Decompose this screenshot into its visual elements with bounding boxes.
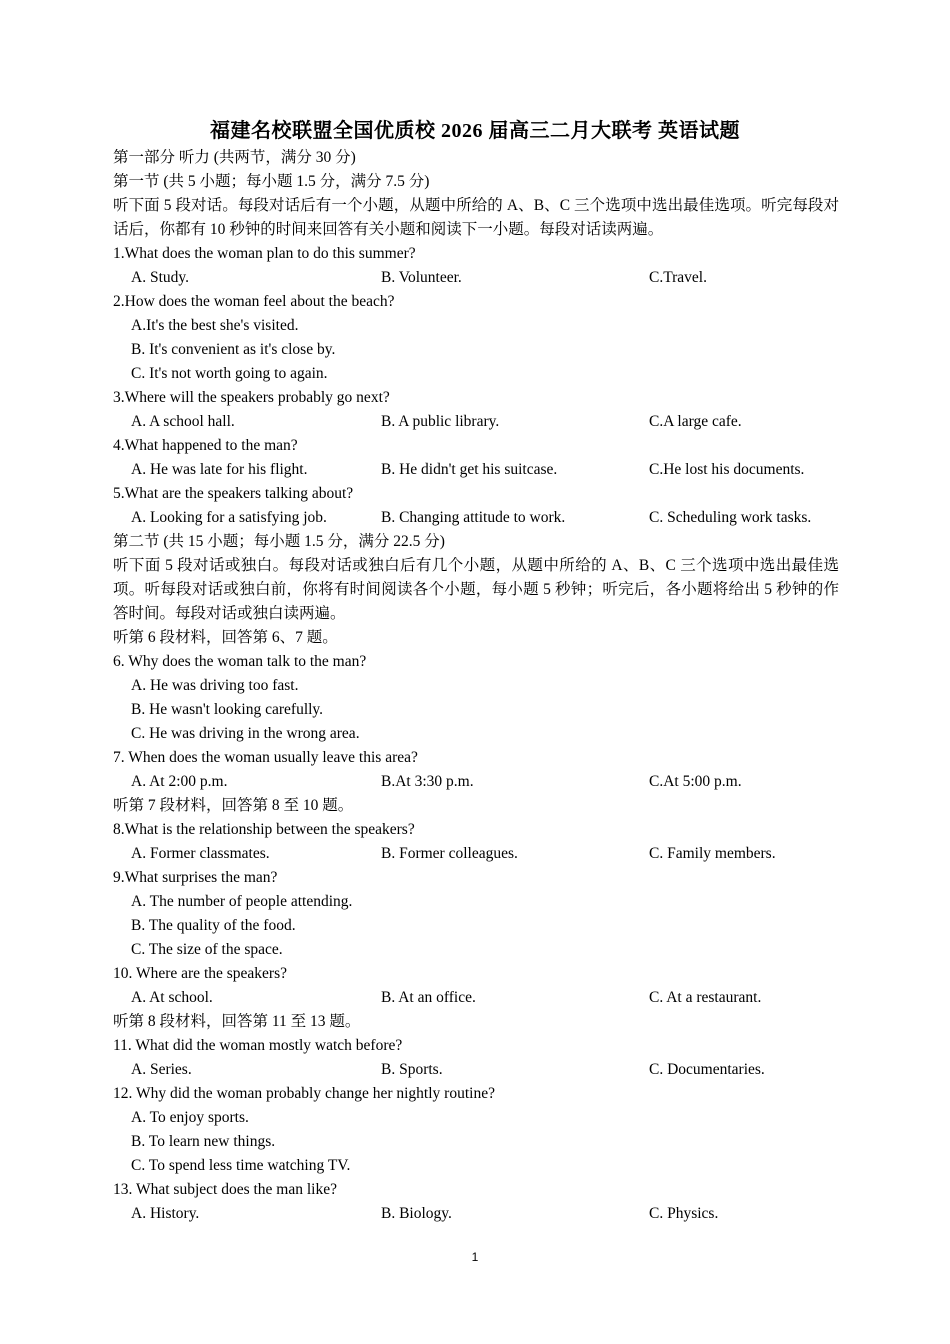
question-stem: 2.How does the woman feel about the beach? bbox=[113, 293, 395, 310]
option-c: C.At 5:00 p.m. bbox=[649, 773, 742, 790]
question-stem: 10. Where are the speakers? bbox=[113, 965, 287, 982]
option-c: C.He lost his documents. bbox=[649, 461, 805, 478]
option-b: B. It's convenient as it's close by. bbox=[131, 341, 336, 358]
material-heading: 听第 8 段材料，回答第 11 至 13 题。 bbox=[113, 1013, 361, 1030]
option-b: B. At an office. bbox=[381, 989, 476, 1006]
option-a: A.It's the best she's visited. bbox=[131, 317, 299, 334]
question-stem: 9.What surprises the man? bbox=[113, 869, 278, 886]
option-row bbox=[113, 410, 839, 434]
option-b: B. To learn new things. bbox=[131, 1133, 276, 1150]
page-number: 1 bbox=[471, 1250, 479, 1264]
option-b: B. A public library. bbox=[381, 413, 500, 430]
question-stem: 8.What is the relationship between the speakers? bbox=[113, 821, 415, 838]
question-stem: 12. Why did the woman probably change her nightly routine? bbox=[113, 1085, 495, 1102]
option-a: A. At school. bbox=[131, 989, 213, 1006]
question-stem: 6. Why does the woman talk to the man? bbox=[113, 653, 367, 670]
option-a: A. A school hall. bbox=[131, 413, 235, 430]
option-c: C. The size of the space. bbox=[131, 941, 283, 958]
option-a: A. He was late for his flight. bbox=[131, 461, 308, 478]
option-a: A. Former classmates. bbox=[131, 845, 270, 862]
question-stem: 5.What are the speakers talking about? bbox=[113, 485, 354, 502]
material-heading: 听第 6 段材料，回答第 6、7 题。 bbox=[113, 629, 338, 646]
option-row bbox=[113, 1058, 839, 1082]
option-b: B. The quality of the food. bbox=[131, 917, 296, 934]
section-instructions: 听下面 5 段对话。每段对话后有一个小题，从题中所给的 A、B、C 三个选项中选出最佳选项。听完每段对话后，你都有 10 秒钟的时间来回答有关小题和阅读下一小题。每段对话读两遍。 bbox=[113, 197, 839, 238]
option-c: C. To spend less time watching TV. bbox=[131, 1157, 351, 1174]
question-stem: 13. What subject does the man like? bbox=[113, 1181, 337, 1198]
question-stem: 3.Where will the speakers probably go next? bbox=[113, 389, 390, 406]
part-heading: 第一部分 听力 (共两节，满分 30 分) bbox=[113, 149, 356, 166]
option-c: C. He was driving in the wrong area. bbox=[131, 725, 360, 742]
option-a: A. Looking for a satisfying job. bbox=[131, 509, 327, 526]
section-heading: 第二节 (共 15 小题；每小题 1.5 分，满分 22.5 分) bbox=[113, 533, 445, 550]
section-instructions: 听下面 5 段对话或独白。每段对话或独白后有几个小题，从题中所给的 A、B、C 三个选项中选出最佳选项。听每段对话或独白前，你将有时间阅读各个小题，每小题 5 秒钟；听完后，各小题将给出 5 秒钟的作答时间。每段对话或独白读两遍。 bbox=[113, 557, 839, 622]
option-c: C. Scheduling work tasks. bbox=[649, 509, 812, 526]
question-stem: 11. What did the woman mostly watch before? bbox=[113, 1037, 403, 1054]
option-c: C. Family members. bbox=[649, 845, 776, 862]
option-b: B. He wasn't looking carefully. bbox=[131, 701, 324, 718]
option-a: A. History. bbox=[131, 1205, 200, 1222]
question-stem: 7. When does the woman usually leave this area? bbox=[113, 749, 418, 766]
question-stem: 4.What happened to the man? bbox=[113, 437, 298, 454]
option-row bbox=[113, 506, 839, 530]
option-c: C. Documentaries. bbox=[649, 1061, 765, 1078]
option-a: A. To enjoy sports. bbox=[131, 1109, 249, 1126]
option-row bbox=[113, 986, 839, 1010]
option-row bbox=[113, 1202, 839, 1226]
option-c: C. At a restaurant. bbox=[649, 989, 762, 1006]
section-heading: 第一节 (共 5 小题；每小题 1.5 分，满分 7.5 分) bbox=[113, 173, 430, 190]
option-c: C. It's not worth going to again. bbox=[131, 365, 328, 382]
option-c: C.Travel. bbox=[649, 269, 707, 286]
question-stem: 1.What does the woman plan to do this summer? bbox=[113, 245, 416, 262]
option-c: C.A large cafe. bbox=[649, 413, 742, 430]
option-b: B. Former colleagues. bbox=[381, 845, 518, 862]
option-a: A. Series. bbox=[131, 1061, 192, 1078]
option-row bbox=[113, 842, 839, 866]
option-b: B.At 3:30 p.m. bbox=[381, 773, 474, 790]
exam-content bbox=[113, 146, 839, 1226]
option-b: B. Changing attitude to work. bbox=[381, 509, 566, 526]
option-b: B. Biology. bbox=[381, 1205, 452, 1222]
option-c: C. Physics. bbox=[649, 1205, 719, 1222]
option-b: B. Volunteer. bbox=[381, 269, 462, 286]
option-a: A. The number of people attending. bbox=[131, 893, 353, 910]
option-a: A. He was driving too fast. bbox=[131, 677, 299, 694]
option-a: A. At 2:00 p.m. bbox=[131, 773, 228, 790]
option-a: A. Study. bbox=[131, 269, 189, 286]
page-title: 福建名校联盟全国优质校 2026 届高三二月大联考 英语试题 bbox=[210, 120, 740, 142]
option-row bbox=[113, 458, 839, 482]
material-heading: 听第 7 段材料，回答第 8 至 10 题。 bbox=[113, 797, 354, 814]
option-row bbox=[113, 266, 839, 290]
option-row bbox=[113, 770, 839, 794]
option-b: B. Sports. bbox=[381, 1061, 443, 1078]
option-b: B. He didn't get his suitcase. bbox=[381, 461, 558, 478]
